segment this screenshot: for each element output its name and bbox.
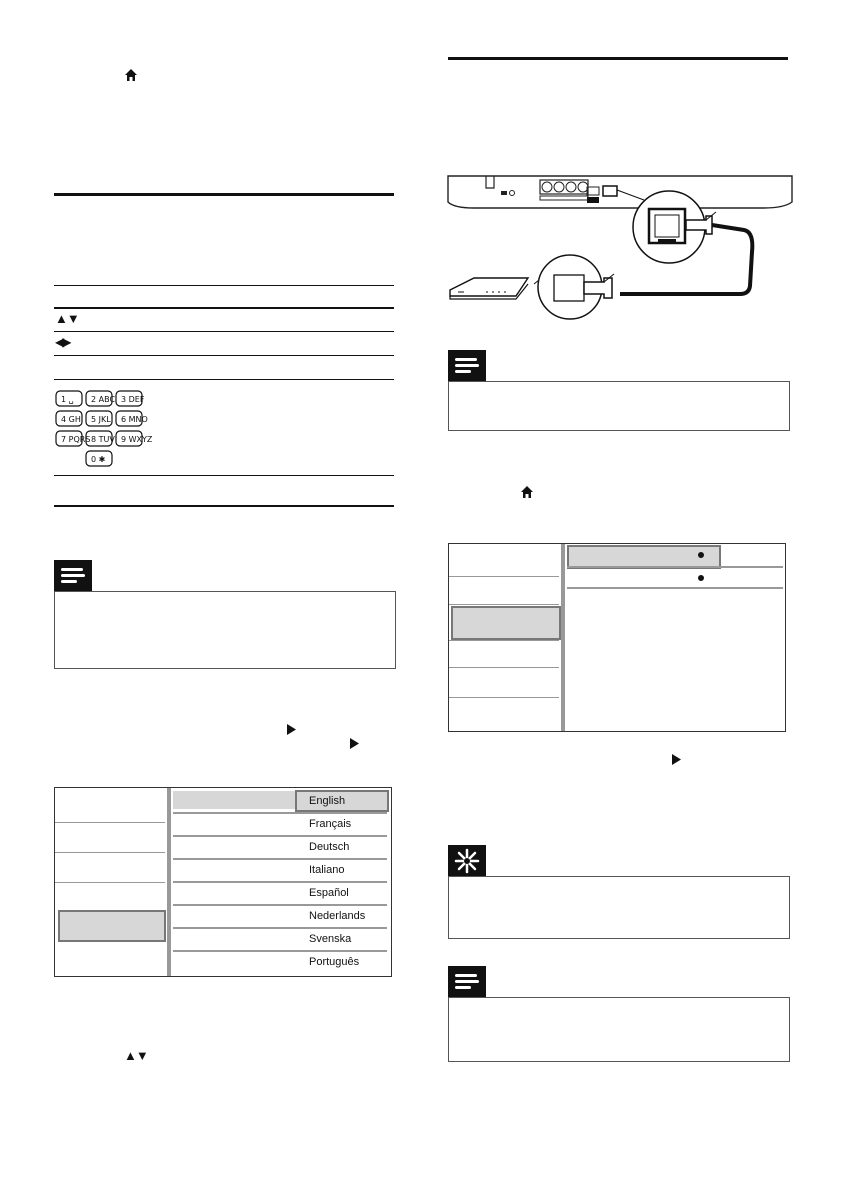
- network-connection-diagram: [444, 172, 796, 322]
- keypad-key-7: 7 PQRS: [61, 435, 91, 444]
- menu-row-highlight[interactable]: [173, 791, 295, 809]
- keypad-key-1: 1 ␣: [61, 395, 74, 404]
- section-rule: [54, 193, 394, 196]
- keypad-key-9: 9 WXYZ: [121, 435, 153, 444]
- keypad-key-8: 8 TUV: [91, 435, 115, 444]
- note-box: [448, 997, 790, 1062]
- keypad-key-0: 0 ✱: [91, 455, 106, 464]
- tip-icon: [448, 845, 488, 877]
- up-down-arrows-icon: ▲▼: [124, 1048, 148, 1063]
- language-option-italiano[interactable]: Italiano: [309, 864, 345, 876]
- table-rule: [54, 307, 394, 309]
- keypad-key-2: 2 ABC: [91, 395, 116, 404]
- table-rule: [54, 379, 394, 380]
- menu-item-selected[interactable]: [451, 606, 561, 640]
- language-option-portugues[interactable]: Português: [309, 956, 360, 968]
- language-menu-screen: [54, 787, 392, 977]
- language-option-francais[interactable]: Français: [309, 818, 352, 830]
- note-box: [448, 381, 790, 431]
- language-option-svenska[interactable]: Svenska: [309, 933, 352, 945]
- note-icon: [448, 966, 488, 998]
- keypad-key-5: 5 JKL: [91, 415, 111, 424]
- home-icon: [520, 485, 534, 499]
- right-arrow-icon: [287, 724, 296, 735]
- keypad-key-6: 6 MNO: [121, 415, 148, 424]
- language-option-english[interactable]: English: [309, 795, 346, 807]
- table-rule: [54, 355, 394, 356]
- home-icon: [124, 68, 138, 82]
- up-down-arrows-icon: ▲▼: [55, 311, 79, 326]
- note-box: [54, 591, 396, 669]
- right-arrow-icon: [350, 738, 359, 749]
- menu-item-selected[interactable]: [58, 910, 166, 942]
- language-option-espanol[interactable]: Español: [309, 887, 349, 899]
- section-rule: [448, 57, 788, 60]
- keypad-key-3: 3 DEF: [121, 395, 145, 404]
- right-arrow-icon: [672, 754, 681, 765]
- tip-box: [448, 876, 790, 939]
- table-rule: [54, 331, 394, 332]
- language-option-nederlands[interactable]: Nederlands: [309, 910, 366, 922]
- numeric-keypad: [55, 390, 153, 468]
- keypad-key-4: 4 GHI: [61, 415, 84, 424]
- table-rule: [54, 285, 394, 286]
- note-icon: [448, 350, 488, 382]
- table-rule: [54, 475, 394, 476]
- note-icon: [54, 560, 94, 592]
- network-menu-screen: [448, 543, 786, 732]
- table-rule: [54, 505, 394, 507]
- language-option-deutsch[interactable]: Deutsch: [309, 841, 350, 853]
- left-right-arrows-icon: ◀▶: [55, 335, 70, 349]
